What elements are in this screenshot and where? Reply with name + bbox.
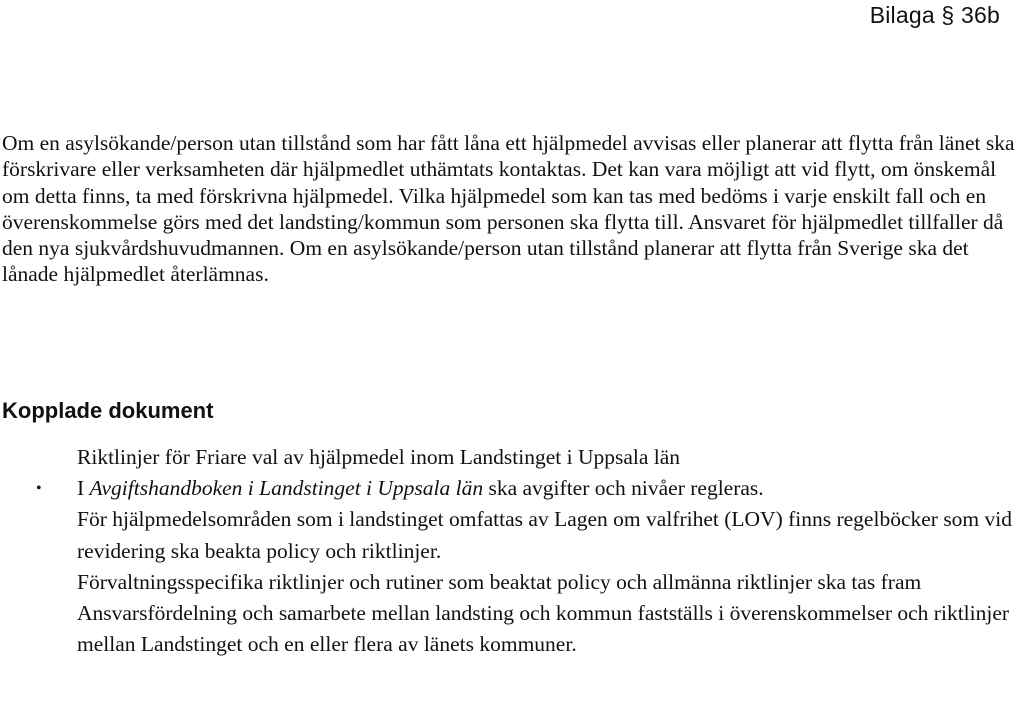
linked-documents-list	[0, 442, 1024, 660]
list-item-suffix: ska avgifter och nivåer regleras.	[483, 476, 764, 501]
list-item	[0, 598, 1024, 660]
list-item	[0, 473, 1024, 504]
list-item	[0, 442, 1024, 473]
list-item-text: Förvaltningsspecifika riktlinjer och rutiner som beaktat policy och allmänna riktlinjer ska tas fram	[77, 569, 922, 594]
appendix-label: Bilaga § 36b	[869, 2, 1000, 28]
list-item-text: Riktlinjer för Friare val av hjälpmedel inom Landstinget i Uppsala län	[77, 445, 681, 469]
document-title: Avgiftshandboken i Landstinget i Uppsala län	[89, 476, 484, 501]
list-item	[0, 504, 1024, 566]
section-heading: Kopplade dokument	[2, 398, 214, 423]
bullet-icon: •	[36, 480, 42, 498]
intro-paragraph: Om en asylsökande/person utan tillstånd som har fått låna ett hjälpmedel avvisas eller planerar att flytta från länet ska förskrivare eller verksamheten där hjälpmedlet uthämtats kontaktas. Det kan vara möjligt att vid flytt, om önskemål om detta finns, ta med förskrivna hjälpmedel. Vilka hjälpmedel som kan tas med bedöms i varje enskilt fall och en överenskommelse görs med det landsting/kommun som personen ska flytta till. Ansvaret för hjälpmedlet tillfaller då den nya sjukvårdshuvudmannen. Om en asylsökande/person utan tillstånd planerar att flytta från Sverige ska det lånade hjälpmedlet återlämnas.	[2, 131, 1015, 287]
list-item-text: För hjälpmedelsområden som i landstinget omfattas av Lagen om valfrihet (LOV) finns regelböcker som vid revidering ska beakta policy och riktlinjer.	[77, 507, 1013, 563]
list-item-text: Ansvarsfördelning och samarbete mellan landsting och kommun fastställs i överenskommelser och riktlinjer mellan Landstinget och en eller flera av länets kommuner.	[77, 601, 1010, 657]
list-item-prefix: I	[77, 476, 90, 501]
list-item	[0, 567, 1024, 598]
